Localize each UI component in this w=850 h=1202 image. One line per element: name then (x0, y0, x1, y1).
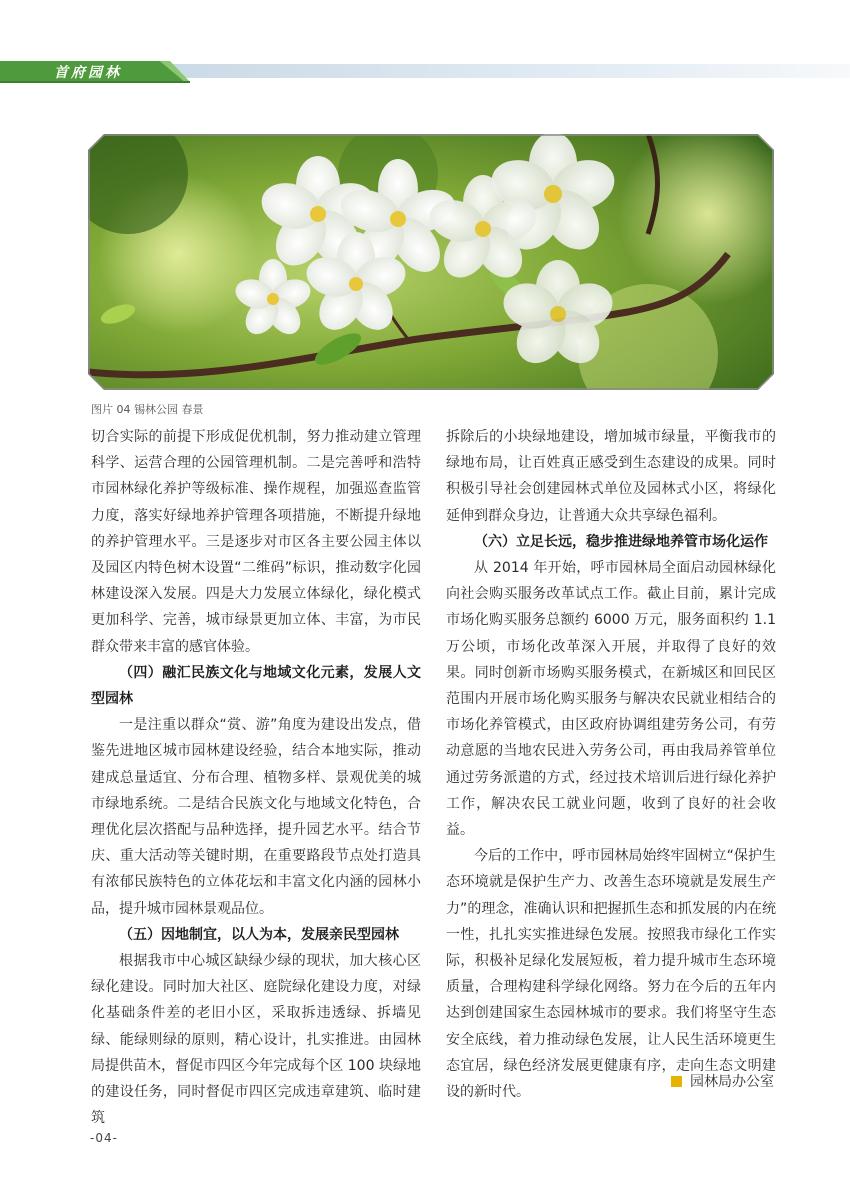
photo-illustration (88, 134, 774, 390)
signature-text: 园林局办公室 (690, 1074, 774, 1090)
paragraph: 一是注重以群众“赏、游”角度为建设出发点，借鉴先进地区城市园林建设经验，结合本地实际，推动建成总量适宜、分布合理、植物多样、景观优美的城市绿地系统。二是结合民族文化与地域文化特色，合理优化层次搭配与品种选择，提升园艺水平。结合节庆、重大活动等关键时期，在重要路段节点处打造具有浓郁民族特色的立体花坛和丰富文化内涵的园林小品，提升城市园林景观品位。 (91, 717, 421, 917)
photo-caption: 图片 04 锡林公园 春景 (91, 403, 204, 416)
author-signature (671, 1071, 774, 1091)
section-heading: （五）因地制宜，以人为本，发展亲民型园林 (119, 926, 399, 943)
header-gradient-band (150, 64, 850, 78)
right-text-column (446, 424, 776, 1105)
signature-square-icon (671, 1076, 682, 1087)
paragraph: 从 2014 年开始，呼市园林局全面启动园林绿化向社会购买服务改革试点工作。截止目前，累计完成市场化购买服务总额约 6000 万元，服务面积约 1.1 万公顷，市场化改革深入开展，并取得了良好的效果。同时创新市场购买服务模式，在新城区和回民区范围内开展市场化购买服务与解决农民就业相结合的市场化养管模式，由区政府协调组建劳务公司，有劳动意愿的当地农民进入劳务公司，再由我局养管单位通过劳务派遣的方式，经过技术培训后进行绿化养护工作，解决农民工就业问题，收到了良好的社会收益。 (446, 560, 776, 839)
paragraph: 切合实际的前提下形成促优机制，努力推动建立管理科学、运营合理的公园管理机制。二是完善呼和浩特市园林绿化养护等级标准、操作规程，加强巡查监管力度，落实好绿地养护管理各项措施，不断提升绿地的养护管理水平。三是逐步对市区各主要公园主体以及园区内特色树木设置“二维码”标识，推动数字化园林建设深入发展。四是大力发展立体绿化，绿化模式更加科学、完善，城市绿景更加立体、丰富，为市民群众带来丰富的感官体验。 (91, 429, 421, 655)
paragraph: 今后的工作中，呼市园林局始终牢固树立“保护生态环境就是保护生产力、改善生态环境就是发展生产力”的理念，准确认识和把握抓生态和抓发展的内在统一性，扎扎实实推进绿色发展。按照我市绿化工作实际，积极补足绿化发展短板，着力提升城市生态环境质量，合理构建科学绿化网络。努力在今后的五年内达到创建国家生态园林城市的要求。我们将坚守生态安全底线，着力推动绿色发展，让人民生活环境更生态宜居，绿色经济发展更健康有序，走向生态文明建设的新时代。 (446, 848, 776, 1101)
running-header (0, 58, 850, 84)
left-text-column (91, 424, 421, 1131)
page-number: -04- (90, 1131, 118, 1145)
header-title: 首府园林 (54, 65, 122, 81)
paragraph: 根据我市中心城区缺绿少绿的现状，加大核心区绿化建设。同时加大社区、庭院绿化建设力度，对绿化基础条件差的老旧小区，采取拆违透绿、拆墙见绿、能绿则绿的原则，精心设计，扎实推进。由园林局提供苗木，督促市四区今年完成每个区 100 块绿地的建设任务，同时督促市四区完成违章建筑、临时建筑 (91, 953, 421, 1127)
section-heading: （四）融汇民族文化与地域文化元素，发展人文型园林 (91, 664, 421, 708)
section-heading: （六）立足长远，稳步推进绿地养管市场化运作 (474, 533, 768, 550)
paragraph: 拆除后的小块绿地建设，增加城市绿量，平衡我市的绿地布局，让百姓真正感受到生态建设的成果。同时积极引导社会创建园林式单位及园林式小区，将绿化延伸到群众身边，让普通大众共享绿色福利。 (446, 429, 776, 524)
spring-blossom-photo (88, 134, 774, 390)
